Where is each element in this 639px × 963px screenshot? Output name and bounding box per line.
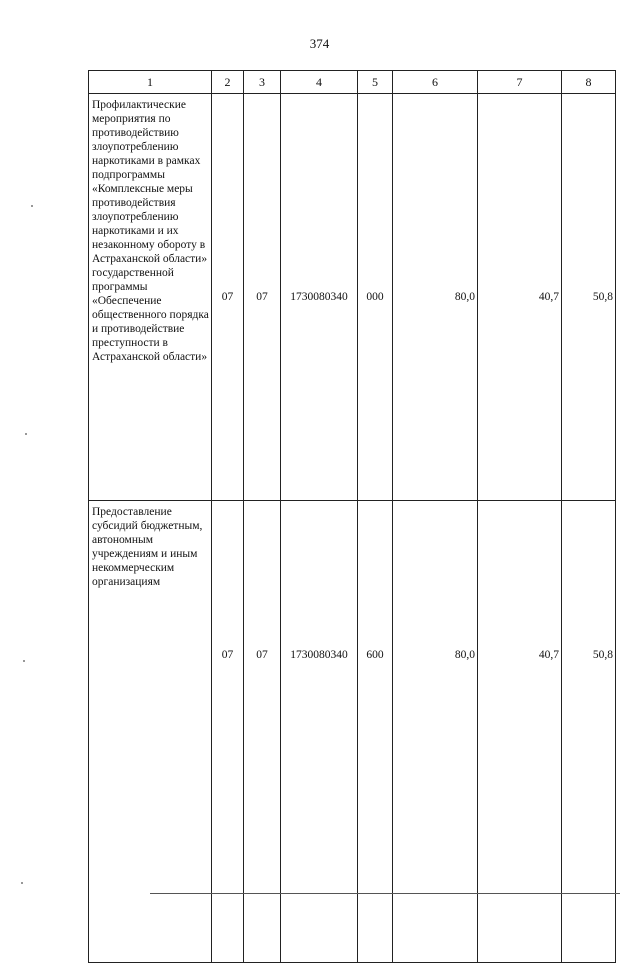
header-col-5: 5 (358, 71, 393, 94)
header-col-8: 8 (562, 71, 616, 94)
row-description: Профилактические мероприятия по противодействию злоупотреблению наркотиками в рамках подпрограммы «Комплексные меры противодействия злоупотреблению наркотиками и их незаконному обороту в Астраханской области» государственной программы «Обеспечение общественного порядка и противодействие преступности в Астраханской области» (89, 94, 212, 501)
row-amount-col6: 80,0 (393, 501, 478, 963)
header-col-3: 3 (244, 71, 281, 94)
page-bottom-line (150, 893, 620, 894)
header-col-2: 2 (212, 71, 244, 94)
row-expense-type: 000 (358, 94, 393, 501)
header-col-4: 4 (281, 71, 358, 94)
row-target-article: 1730080340 (281, 94, 358, 501)
header-col-6: 6 (393, 71, 478, 94)
row-description: Предоставление субсидий бюджетным, автономным учреждениям и иным некоммерческим организациям (89, 501, 212, 963)
row-target-article: 1730080340 (281, 501, 358, 963)
scan-speck (23, 660, 25, 662)
row-amount-col7: 40,7 (478, 94, 562, 501)
scan-speck (31, 205, 33, 207)
header-row (89, 71, 616, 94)
row-expense-type: 600 (358, 501, 393, 963)
row-subsection-code: 07 (244, 94, 281, 501)
table-row (89, 94, 616, 501)
scan-speck (21, 882, 23, 884)
scan-speck (25, 433, 27, 435)
header-col-7: 7 (478, 71, 562, 94)
row-section-code: 07 (212, 94, 244, 501)
row-amount-col8: 50,8 (562, 94, 616, 501)
row-amount-col6: 80,0 (393, 94, 478, 501)
row-subsection-code: 07 (244, 501, 281, 963)
page-number: 374 (309, 36, 330, 51)
row-amount-col8: 50,8 (562, 501, 616, 963)
row-amount-col7: 40,7 (478, 501, 562, 963)
header-col-1: 1 (89, 71, 212, 94)
row-section-code: 07 (212, 501, 244, 963)
budget-table (88, 70, 616, 963)
